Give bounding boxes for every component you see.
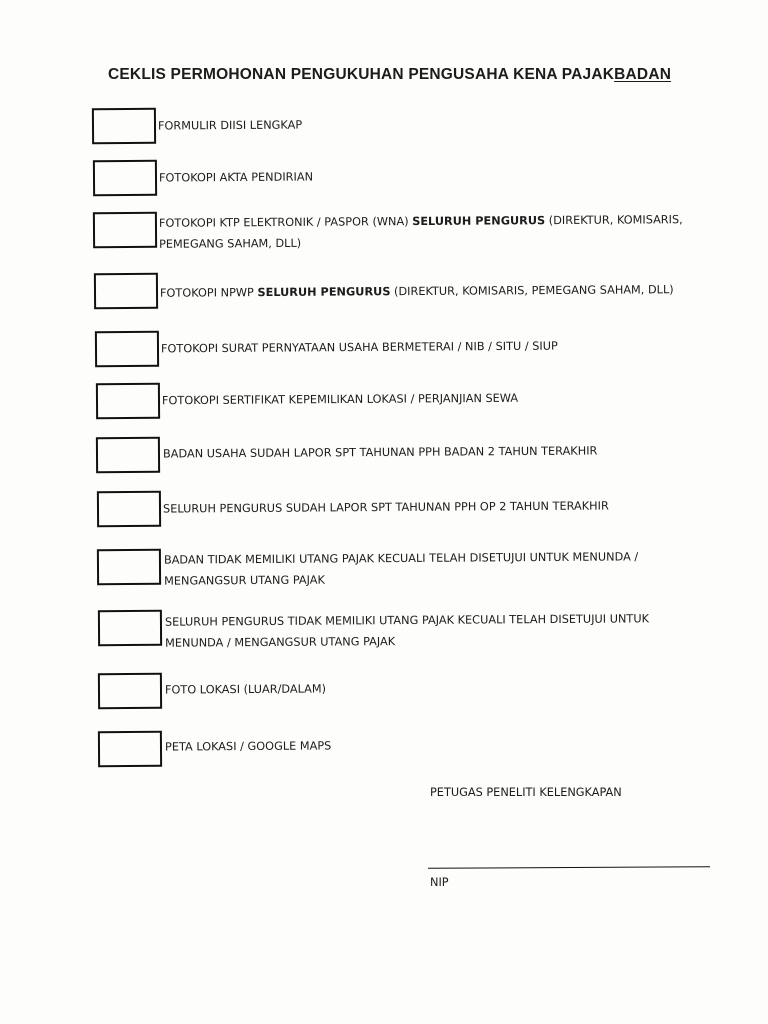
checklist-item-text: PETA LOKASI / GOOGLE MAPS xyxy=(164,739,332,754)
checklist-item-label xyxy=(160,279,674,304)
checkbox[interactable] xyxy=(98,610,162,646)
checkbox[interactable] xyxy=(98,673,162,709)
checklist-item-label xyxy=(159,166,313,188)
checklist-item-line1 xyxy=(159,166,313,188)
checklist-item-emphasis: SELURUH PENGURUS xyxy=(412,214,546,229)
checkbox[interactable] xyxy=(96,383,160,419)
checkbox[interactable] xyxy=(97,549,161,585)
checklist-item-emphasis: SELURUH PENGURUS xyxy=(257,285,391,300)
checklist-item-label xyxy=(165,678,326,700)
checklist-item-text: FOTOKOPI KTP ELEKTRONIK / PASPOR (WNA) xyxy=(158,215,413,230)
checklist-item-text: BADAN USAHA SUDAH LAPOR SPT TAHUNAN PPH BADAN 2 TAHUN TERAKHIR xyxy=(162,444,598,461)
checkbox[interactable] xyxy=(95,331,159,367)
checklist-item-label xyxy=(165,608,649,653)
checklist-item-label xyxy=(162,388,518,411)
checklist-item-label xyxy=(161,336,558,360)
checklist-item-text: FOTOKOPI AKTA PENDIRIAN xyxy=(158,170,314,185)
checklist-item-text: FOTOKOPI SERTIFIKAT KEPEMILIKAN LOKASI / PERJANJIAN SEWA xyxy=(161,391,519,408)
checklist-item-text: SELURUH PENGURUS TIDAK MEMILIKI UTANG PAJAK KECUALI TELAH DISETUJUI UNTUK xyxy=(164,612,650,629)
officer-label: PETUGAS PENELITI KELENGKAPAN xyxy=(430,786,622,799)
checklist-item-line1 xyxy=(161,336,558,360)
checklist-item-line1 xyxy=(160,279,674,304)
page-title-main: CEKLIS PERMOHONAN PENGUKUHAN PENGUSAHA KENA PAJAK xyxy=(108,66,615,83)
page-title xyxy=(108,66,671,84)
checklist-item-line1 xyxy=(159,209,683,234)
checklist-item-text: FOTOKOPI NPWP xyxy=(159,286,258,300)
checklist-item-text: SELURUH PENGURUS SUDAH LAPOR SPT TAHUNAN PPH OP 2 TAHUN TERAKHIR xyxy=(162,499,609,516)
checklist-item-label xyxy=(163,495,609,519)
checklist-item-text-after: (DIREKTUR, KOMISARIS, PEMEGANG SAHAM, DLL) xyxy=(390,283,674,299)
checklist-item-line2: PEMEGANG SAHAM, DLL) xyxy=(159,236,302,251)
checklist-item-line1 xyxy=(158,114,302,136)
checkbox[interactable] xyxy=(94,273,158,309)
checklist-item-line1 xyxy=(163,440,598,464)
checklist-item-text: FOTO LOKASI (LUAR/DALAM) xyxy=(164,682,327,697)
signature-line xyxy=(428,866,710,868)
checkbox[interactable] xyxy=(98,731,162,767)
checklist-item-text: FOTOKOPI SURAT PERNYATAAN USAHA BERMETERAI / NIB / SITU / SIUP xyxy=(160,339,558,356)
checklist-item-text: BADAN TIDAK MEMILIKI UTANG PAJAK KECUALI TELAH DISETUJUI UNTUK MENUNDA / xyxy=(163,550,639,567)
checkbox[interactable] xyxy=(93,160,157,196)
checkbox[interactable] xyxy=(93,212,157,248)
checkbox[interactable] xyxy=(96,437,160,473)
checkbox[interactable] xyxy=(92,108,156,144)
checklist-item-label xyxy=(159,209,683,255)
checklist-item-line1 xyxy=(164,546,638,570)
nip-label: NIP xyxy=(430,876,449,889)
page-title-emphasis: BADAN xyxy=(614,66,672,83)
checklist-item-label xyxy=(164,546,639,591)
checklist-item-label xyxy=(163,440,598,464)
checklist-item-line1 xyxy=(163,495,609,519)
checklist-item-line1 xyxy=(165,735,331,757)
checklist-item-line1 xyxy=(165,678,326,700)
checklist-item-line2: MENGANGSUR UTANG PAJAK xyxy=(164,573,325,588)
checklist-item-text-after: (DIREKTUR, KOMISARIS, xyxy=(545,213,683,228)
checklist-item-line1 xyxy=(165,608,649,632)
checklist-item-line1 xyxy=(162,388,518,411)
checkbox[interactable] xyxy=(97,491,161,527)
checklist-item-label xyxy=(165,735,331,757)
checklist-item-label xyxy=(158,114,302,136)
checklist-item-text: FORMULIR DIISI LENGKAP xyxy=(157,118,303,133)
checklist-item-line2: MENUNDA / MENGANGSUR UTANG PAJAK xyxy=(165,635,396,650)
